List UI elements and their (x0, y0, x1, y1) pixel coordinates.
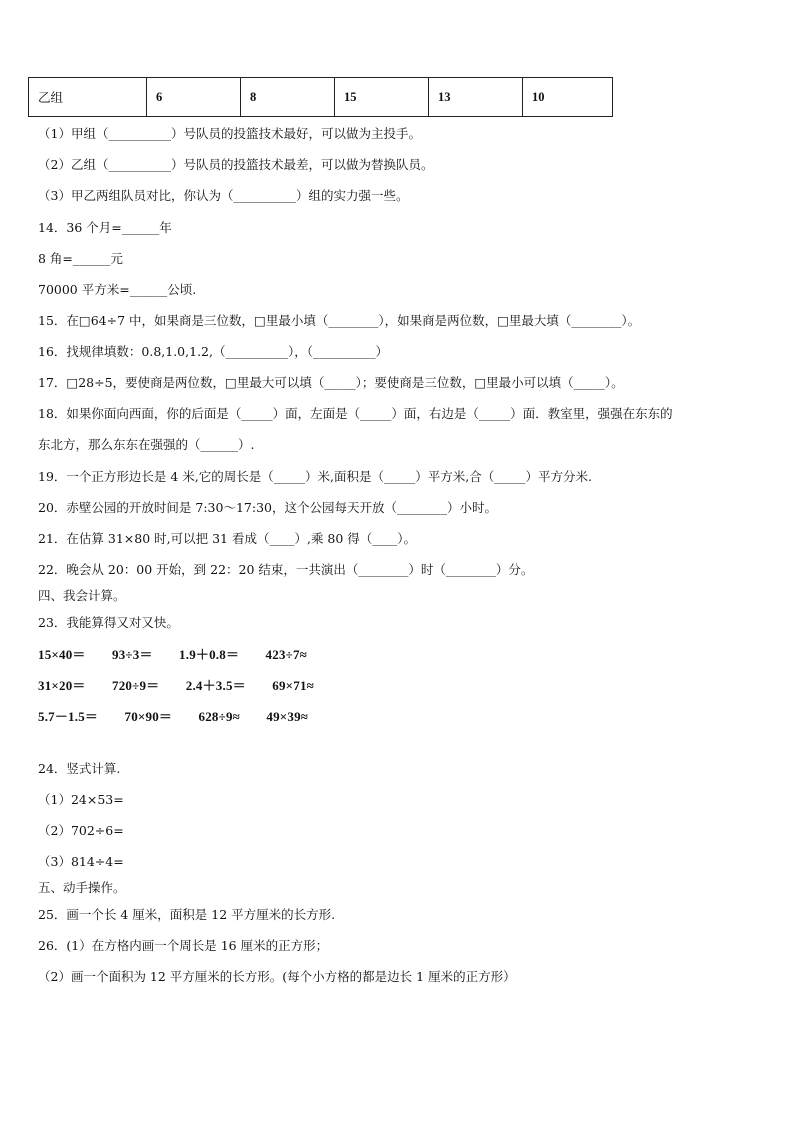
question-18-a: 18．如果你面向西面，你的后面是（_____）面，左面是（_____）面，右边是（_____）面．教室里，强强在东东的 (38, 406, 673, 421)
table-cell: 6 (147, 78, 241, 117)
section-5-heading: 五、动手操作。 (38, 880, 126, 895)
question-15: 15．在□64÷7 中，如果商是三位数，□里最小填（________），如果商是两位数，□里最大填（________）。 (38, 313, 641, 328)
table-cell-group: 乙组 (29, 78, 147, 117)
table-row (29, 78, 613, 117)
question-24-2: （2）702÷6= (38, 823, 124, 838)
question-25: 25．画一个长 4 厘米，面积是 12 平方厘米的长方形. (38, 907, 336, 922)
question-13-1: （1）甲组（__________）号队员的投篮技术最好，可以做为主投手。 (38, 126, 421, 141)
section-4-heading: 四、我会计算。 (38, 588, 126, 603)
question-17: 17．□28÷5，要使商是两位数，□里最大可以填（_____）；要使商是三位数，□里最小可以填（_____）。 (38, 375, 624, 390)
table-cell: 15 (335, 78, 429, 117)
table-cell: 8 (241, 78, 335, 117)
question-24-3: （3）814÷4= (38, 854, 124, 869)
question-13-2: （2）乙组（__________）号队员的投篮技术最差，可以做为替换队员。 (38, 157, 434, 172)
question-24-1: （1）24×53= (38, 792, 124, 807)
question-21: 21．在估算 31×80 时,可以把 31 看成（____）,乘 80 得（____）。 (38, 531, 417, 546)
table-cell: 13 (429, 78, 523, 117)
question-13-3: （3）甲乙两组队员对比，你认为（__________）组的实力强一些。 (38, 188, 409, 203)
question-18-b: 东北方，那么东东在强强的（______）. (38, 437, 255, 452)
table-cell: 10 (523, 78, 613, 117)
score-table (28, 77, 613, 117)
question-24: 24．竖式计算. (38, 761, 121, 776)
question-14-a: 14．36 个月=______年 (38, 220, 172, 235)
question-23: 23．我能算得又对又快。 (38, 615, 179, 630)
question-20: 20．赤壁公园的开放时间是 7:30～17:30，这个公园每天开放（________）小时。 (38, 500, 497, 515)
question-22: 22．晚会从 20：00 开始，到 22：20 结束，一共演出（________）时（________）分。 (38, 562, 534, 577)
question-26-1: 26．(1）在方格内画一个周长是 16 厘米的正方形； (38, 938, 329, 953)
question-14-b: 8 角=______元 (38, 251, 123, 266)
calc-row-1: 15×40＝ 93÷3＝ 1.9＋0.8＝ 423÷7≈ (38, 647, 308, 662)
question-19: 19．一个正方形边长是 4 米,它的周长是（_____）米,面积是（_____）平方米,合（_____）平方分米. (38, 469, 592, 484)
calc-row-3: 5.7－1.5＝ 70×90＝ 628÷9≈ 49×39≈ (38, 709, 309, 724)
calc-row-2: 31×20＝ 720÷9＝ 2.4＋3.5＝ 69×71≈ (38, 678, 314, 693)
question-14-c: 70000 平方米=______公顷. (38, 282, 197, 297)
question-26-2: （2）画一个面积为 12 平方厘米的长方形。(每个小方格的都是边长 1 厘米的正方形） (38, 969, 516, 984)
question-16: 16．找规律填数：0.8,1.0,1.2,（__________），（__________） (38, 344, 388, 359)
